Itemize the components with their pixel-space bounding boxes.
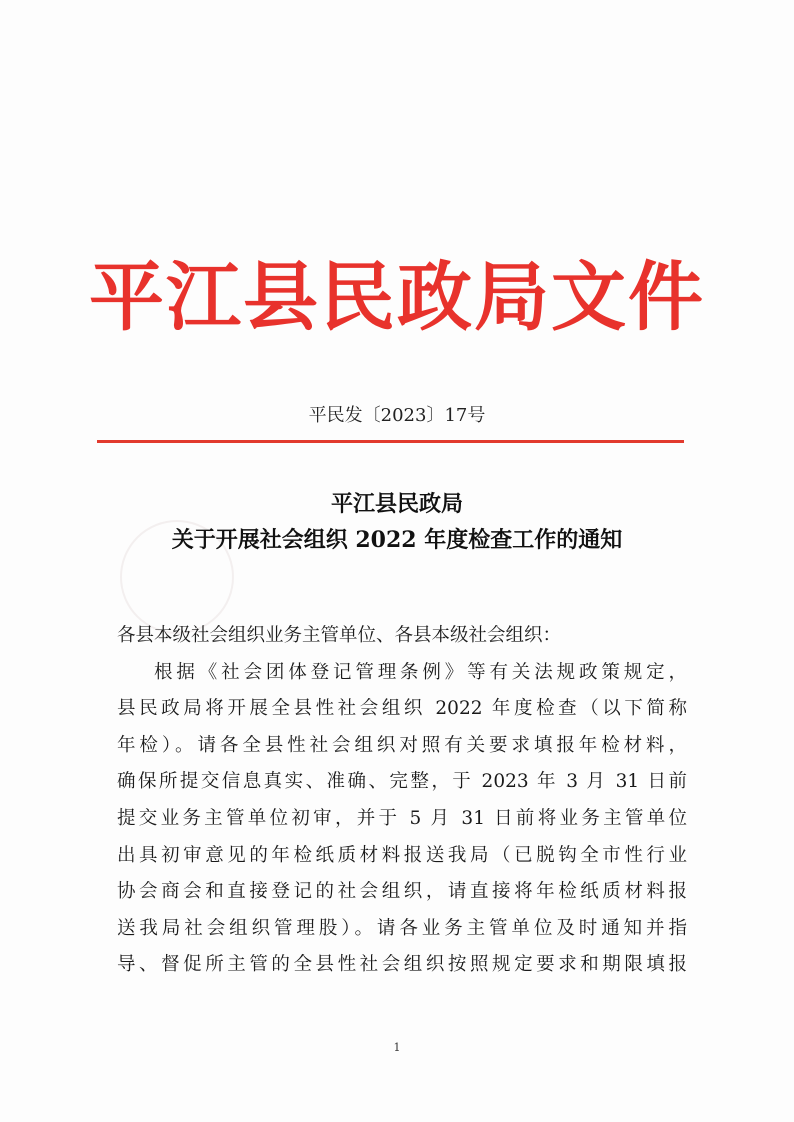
document-header-title: 平江县民政局文件 (88, 253, 705, 341)
body-line: 协会商会和直接登记的社会组织，请直接将年检纸质材料报 (117, 881, 687, 903)
red-header-rule (97, 440, 684, 443)
body-line: 确保所提交信息真实、准确、完整，于 2023 年 3 月 31 日前 (117, 771, 687, 793)
body-line: 送我局社会组织管理股）。请各业务主管单位及时通知并指 (117, 917, 687, 939)
body-line: 县民政局将开展全县性社会组织 2022 年度检查（以下简称 (117, 698, 687, 720)
body-line: 根据《社会团体登记管理条例》等有关法规政策规定， (154, 661, 687, 683)
page-number: 1 (393, 1041, 401, 1054)
notice-title-subject: 关于开展社会组织 2022 年度检查工作的通知 (171, 527, 623, 553)
notice-title (0, 486, 794, 558)
notice-title-org: 平江县民政局 (330, 491, 463, 517)
notice-body (117, 618, 687, 984)
salutation-line: 各县本级社会组织业务主管单位、各县本级社会组织： (117, 625, 562, 646)
body-line: 出具初审意见的年检纸质材料报送我局（已脱钩全市性行业 (117, 844, 687, 866)
body-line: 提交业务主管单位初审，并于 5 月 31 日前将业务主管单位 (117, 807, 687, 829)
document-number: 平民发〔2023〕17号 (308, 405, 486, 426)
body-line: 导、督促所主管的全县性社会组织按照规定要求和期限填报 (117, 954, 687, 976)
body-line: 年检）。请各全县性社会组织对照有关要求填报年检材料， (117, 734, 687, 756)
